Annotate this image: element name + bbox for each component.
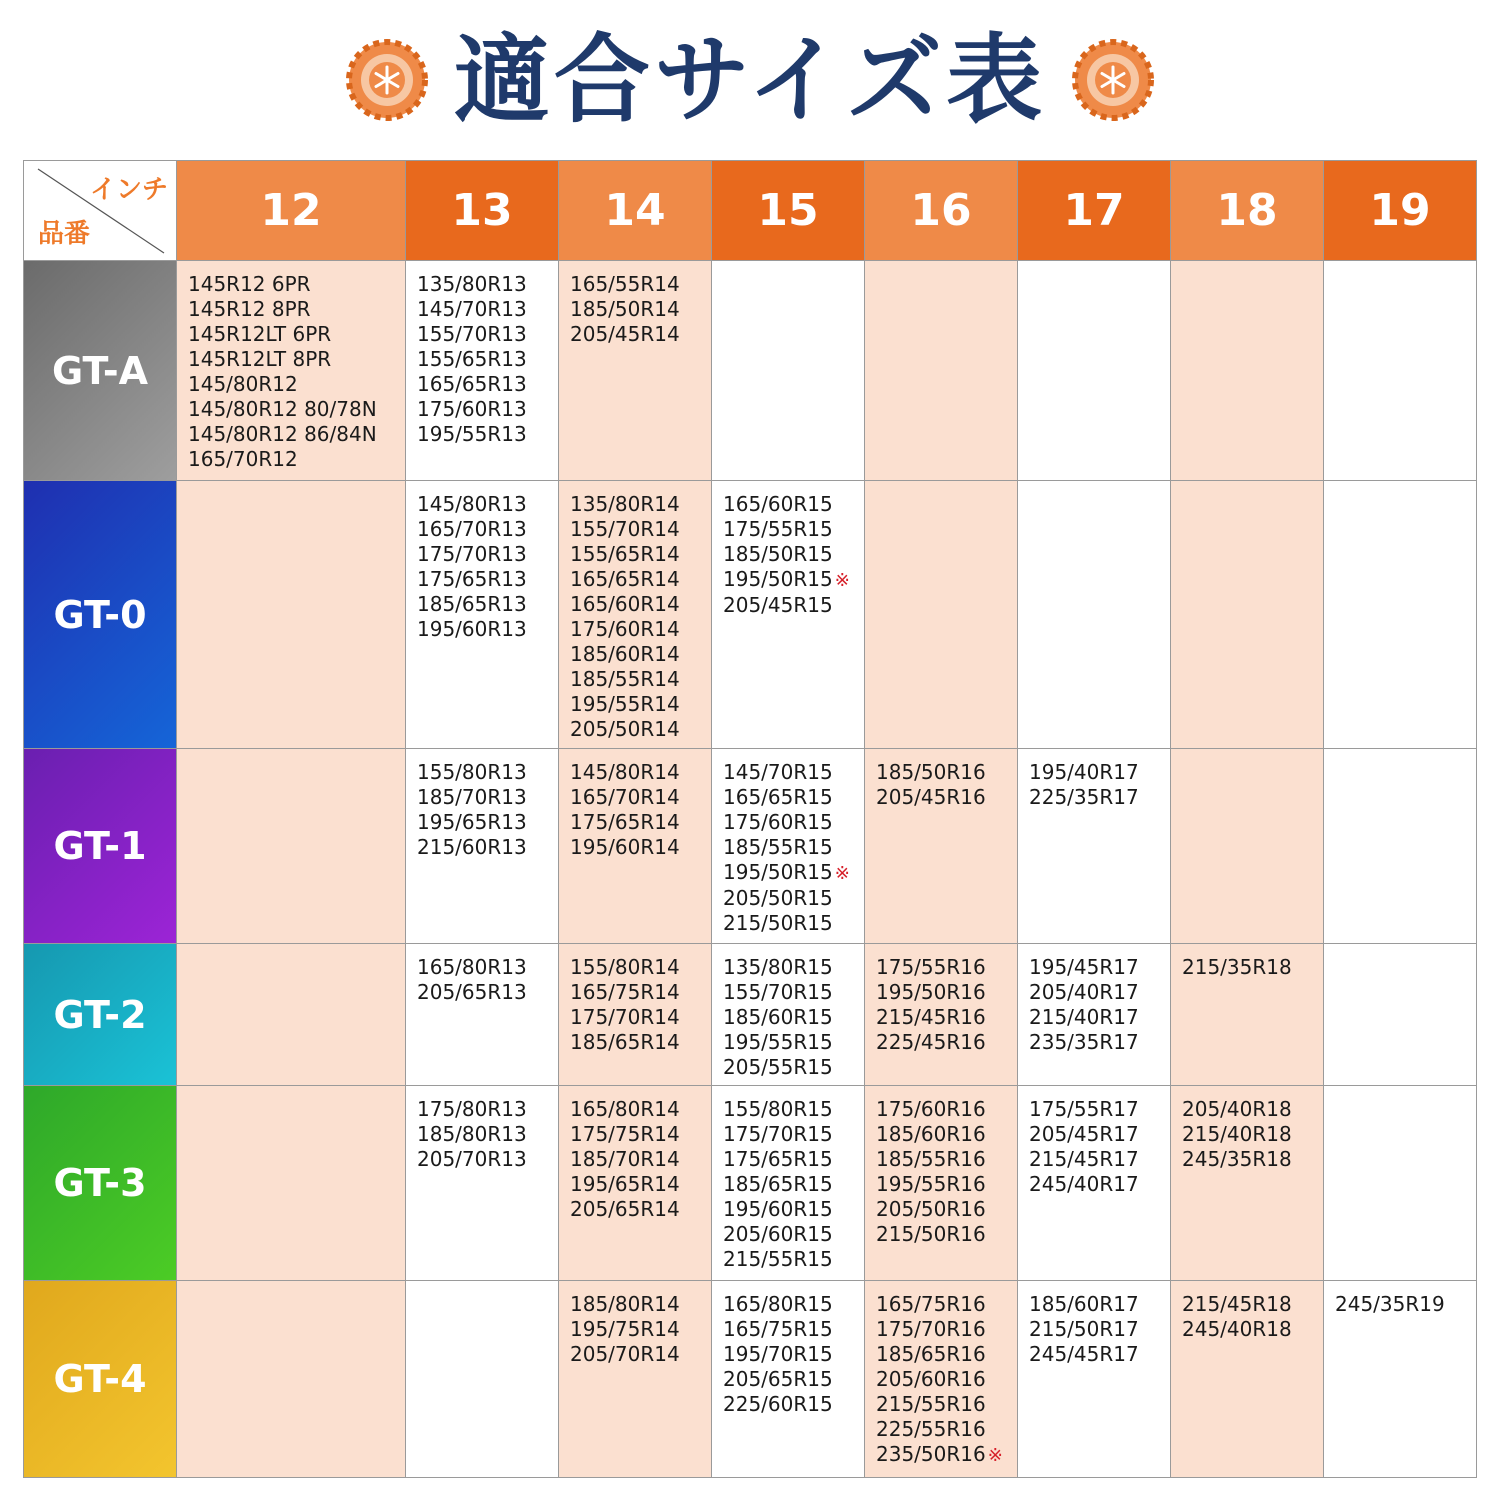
column-header-15: 15 bbox=[712, 161, 865, 261]
size-cell-gt-a-12 bbox=[177, 261, 406, 481]
tire-size: 205/60R16 bbox=[876, 1367, 986, 1391]
tire-size: 155/80R15 bbox=[723, 1097, 833, 1121]
note-mark: ※ bbox=[834, 863, 850, 884]
size-cell-gt-3-17 bbox=[1018, 1086, 1171, 1281]
tire-size: 225/60R15 bbox=[723, 1392, 833, 1416]
size-cell-gt-0-12 bbox=[177, 481, 406, 749]
tire-size: 185/55R16 bbox=[876, 1147, 986, 1171]
tire-size: 165/55R14 bbox=[570, 272, 680, 296]
tire-size: 205/40R17 bbox=[1029, 980, 1139, 1004]
size-cell-gt-1-15 bbox=[712, 749, 865, 944]
tire-size: 175/60R16 bbox=[876, 1097, 986, 1121]
corner-header bbox=[24, 161, 177, 261]
tire-size: 205/70R14 bbox=[570, 1342, 680, 1366]
tire-size: 195/55R16 bbox=[876, 1172, 986, 1196]
size-cell-gt-0-13 bbox=[406, 481, 559, 749]
tire-size: 185/50R16 bbox=[876, 760, 986, 784]
tire-size: 165/80R14 bbox=[570, 1097, 680, 1121]
tire-size: 175/60R15 bbox=[723, 810, 833, 834]
size-cell-gt-4-12 bbox=[177, 1281, 406, 1478]
tire-size: 215/45R17 bbox=[1029, 1147, 1139, 1171]
tire-size: 155/65R14 bbox=[570, 542, 680, 566]
size-cell-gt-0-17 bbox=[1018, 481, 1171, 749]
tire-size: 155/65R13 bbox=[417, 347, 527, 371]
size-cell-gt-0-19 bbox=[1324, 481, 1477, 749]
tire-size: 145/80R14 bbox=[570, 760, 680, 784]
size-cell-gt-3-13 bbox=[406, 1086, 559, 1281]
tire-size: 195/65R13 bbox=[417, 810, 527, 834]
tire-size: 205/65R14 bbox=[570, 1197, 680, 1221]
tire-size: 185/55R15 bbox=[723, 835, 833, 859]
tire-size: 195/75R14 bbox=[570, 1317, 680, 1341]
size-cell-gt-4-14 bbox=[559, 1281, 712, 1478]
tire-size: 165/70R12 bbox=[188, 447, 298, 471]
size-cell-gt-0-18 bbox=[1171, 481, 1324, 749]
tire-size: 185/60R16 bbox=[876, 1122, 986, 1146]
tire-size: 145/70R13 bbox=[417, 297, 527, 321]
tire-size: 205/45R16 bbox=[876, 785, 986, 809]
size-cell-gt-0-14 bbox=[559, 481, 712, 749]
tire-size: 215/50R16 bbox=[876, 1222, 986, 1246]
tire-size: 185/65R14 bbox=[570, 1030, 680, 1054]
size-cell-gt-1-12 bbox=[177, 749, 406, 944]
size-cell-gt-4-15 bbox=[712, 1281, 865, 1478]
tire-size: 175/70R15 bbox=[723, 1122, 833, 1146]
column-header-14: 14 bbox=[559, 161, 712, 261]
tire-size: 165/75R16 bbox=[876, 1292, 986, 1316]
tire-size: 185/80R13 bbox=[417, 1122, 527, 1146]
tire-size: 175/70R14 bbox=[570, 1005, 680, 1029]
tire-size: 165/65R14 bbox=[570, 567, 680, 591]
tire-size: 205/45R14 bbox=[570, 322, 680, 346]
tire-size: 235/50R16 ※ bbox=[876, 1442, 1003, 1466]
tire-size: 175/60R14 bbox=[570, 617, 680, 641]
size-cell-gt-3-19 bbox=[1324, 1086, 1477, 1281]
tire-size: 145R12LT 6PR bbox=[188, 322, 332, 346]
size-cell-gt-2-12 bbox=[177, 944, 406, 1086]
tire-size: 205/65R15 bbox=[723, 1367, 833, 1391]
model-label: 品番 bbox=[38, 219, 91, 249]
row-label-gt-3: GT-3 bbox=[24, 1086, 177, 1281]
row-label-gt-a: GT-A bbox=[24, 261, 177, 481]
tire-size: 145/80R12 86/84N bbox=[188, 422, 377, 446]
tire-size: 215/50R17 bbox=[1029, 1317, 1139, 1341]
tire-size: 215/40R18 bbox=[1182, 1122, 1292, 1146]
tire-size: 175/55R15 bbox=[723, 517, 833, 541]
note-mark: ※ bbox=[987, 1445, 1003, 1466]
tire-size: 145/80R13 bbox=[417, 492, 527, 516]
tire-size: 165/80R13 bbox=[417, 955, 527, 979]
tire-size: 245/35R18 bbox=[1182, 1147, 1292, 1171]
tire-size: 205/60R15 bbox=[723, 1222, 833, 1246]
size-cell-gt-2-17 bbox=[1018, 944, 1171, 1086]
tire-size: 215/50R15 bbox=[723, 911, 833, 935]
size-cell-gt-a-19 bbox=[1324, 261, 1477, 481]
size-cell-gt-4-16 bbox=[865, 1281, 1018, 1478]
tire-size: 145R12 8PR bbox=[188, 297, 311, 321]
row-label-gt-0: GT-0 bbox=[24, 481, 177, 749]
tire-size: 245/40R18 bbox=[1182, 1317, 1292, 1341]
size-cell-gt-2-14 bbox=[559, 944, 712, 1086]
tire-size: 215/45R16 bbox=[876, 1005, 986, 1029]
column-header-13: 13 bbox=[406, 161, 559, 261]
row-label-gt-2: GT-2 bbox=[24, 944, 177, 1086]
tire-size: 215/40R17 bbox=[1029, 1005, 1139, 1029]
tire-size: 165/60R14 bbox=[570, 592, 680, 616]
tire-size: 145/70R15 bbox=[723, 760, 833, 784]
tire-size: 225/55R16 bbox=[876, 1417, 986, 1441]
tire-size: 225/35R17 bbox=[1029, 785, 1139, 809]
tire-size: 205/65R13 bbox=[417, 980, 527, 1004]
tire-size: 135/80R15 bbox=[723, 955, 833, 979]
size-cell-gt-1-18 bbox=[1171, 749, 1324, 944]
tire-size: 175/65R15 bbox=[723, 1147, 833, 1171]
note-mark: ※ bbox=[834, 570, 850, 591]
size-cell-gt-0-16 bbox=[865, 481, 1018, 749]
tire-size: 145R12 6PR bbox=[188, 272, 311, 296]
tire-size: 175/70R13 bbox=[417, 542, 527, 566]
tire-size: 165/70R13 bbox=[417, 517, 527, 541]
tire-size: 245/40R17 bbox=[1029, 1172, 1139, 1196]
tire-size: 185/55R14 bbox=[570, 667, 680, 691]
size-cell-gt-1-19 bbox=[1324, 749, 1477, 944]
tire-size: 195/55R13 bbox=[417, 422, 527, 446]
tire-size: 165/75R15 bbox=[723, 1317, 833, 1341]
tire-size: 185/50R14 bbox=[570, 297, 680, 321]
tire-size: 195/60R13 bbox=[417, 617, 527, 641]
tire-size: 185/65R15 bbox=[723, 1172, 833, 1196]
tire-size: 165/70R14 bbox=[570, 785, 680, 809]
tire-size: 185/60R17 bbox=[1029, 1292, 1139, 1316]
tire-size: 185/70R13 bbox=[417, 785, 527, 809]
column-header-12: 12 bbox=[177, 161, 406, 261]
tire-size: 225/45R16 bbox=[876, 1030, 986, 1054]
size-cell-gt-2-16 bbox=[865, 944, 1018, 1086]
tire-size: 165/80R15 bbox=[723, 1292, 833, 1316]
tire-size: 155/80R13 bbox=[417, 760, 527, 784]
tire-size: 175/65R14 bbox=[570, 810, 680, 834]
tire-size: 205/50R16 bbox=[876, 1197, 986, 1221]
tire-size: 185/80R14 bbox=[570, 1292, 680, 1316]
tire-size: 195/50R16 bbox=[876, 980, 986, 1004]
tire-size: 175/60R13 bbox=[417, 397, 527, 421]
tire-size: 215/45R18 bbox=[1182, 1292, 1292, 1316]
size-cell-gt-a-18 bbox=[1171, 261, 1324, 481]
tire-size: 155/80R14 bbox=[570, 955, 680, 979]
tire-size: 165/65R13 bbox=[417, 372, 527, 396]
tire-size: 215/55R16 bbox=[876, 1392, 986, 1416]
size-cell-gt-0-15 bbox=[712, 481, 865, 749]
size-cell-gt-4-13 bbox=[406, 1281, 559, 1478]
size-cell-gt-a-13 bbox=[406, 261, 559, 481]
size-cell-gt-3-15 bbox=[712, 1086, 865, 1281]
page-title: 適合サイズ表 bbox=[453, 24, 1047, 136]
tire-size: 175/65R13 bbox=[417, 567, 527, 591]
title-bar bbox=[0, 20, 1500, 140]
tire-size: 195/55R15 bbox=[723, 1030, 833, 1054]
column-header-17: 17 bbox=[1018, 161, 1171, 261]
tire-size: 215/60R13 bbox=[417, 835, 527, 859]
column-header-18: 18 bbox=[1171, 161, 1324, 261]
size-cell-gt-3-14 bbox=[559, 1086, 712, 1281]
tire-size: 165/75R14 bbox=[570, 980, 680, 1004]
tire-size: 185/65R13 bbox=[417, 592, 527, 616]
size-cell-gt-4-18 bbox=[1171, 1281, 1324, 1478]
tire-size: 155/70R13 bbox=[417, 322, 527, 346]
tire-size: 145/80R12 bbox=[188, 372, 298, 396]
tire-size: 175/55R16 bbox=[876, 955, 986, 979]
size-cell-gt-2-13 bbox=[406, 944, 559, 1086]
tire-size: 165/60R15 bbox=[723, 492, 833, 516]
tire-size: 145R12LT 8PR bbox=[188, 347, 332, 371]
tire-size: 175/80R13 bbox=[417, 1097, 527, 1121]
size-cell-gt-1-17 bbox=[1018, 749, 1171, 944]
tire-size: 215/35R18 bbox=[1182, 955, 1292, 979]
tire-size: 245/35R19 bbox=[1335, 1292, 1445, 1316]
row-label-gt-4: GT-4 bbox=[24, 1281, 177, 1478]
column-header-16: 16 bbox=[865, 161, 1018, 261]
tire-size: 195/45R17 bbox=[1029, 955, 1139, 979]
tire-size: 185/60R15 bbox=[723, 1005, 833, 1029]
tire-size: 195/40R17 bbox=[1029, 760, 1139, 784]
tire-size: 205/45R15 bbox=[723, 593, 833, 617]
tire-size: 195/50R15 ※ bbox=[723, 567, 850, 591]
tire-size: 195/65R14 bbox=[570, 1172, 680, 1196]
tire-size: 195/50R15 ※ bbox=[723, 860, 850, 884]
tire-size: 205/40R18 bbox=[1182, 1097, 1292, 1121]
tire-size: 185/60R14 bbox=[570, 642, 680, 666]
size-cell-gt-1-13 bbox=[406, 749, 559, 944]
tire-size: 175/55R17 bbox=[1029, 1097, 1139, 1121]
tire-size: 205/50R15 bbox=[723, 886, 833, 910]
row-label-gt-1: GT-1 bbox=[24, 749, 177, 944]
tire-size: 165/65R15 bbox=[723, 785, 833, 809]
snow-tire-icon-left bbox=[346, 39, 428, 121]
tire-size: 185/50R15 bbox=[723, 542, 833, 566]
tire-size: 205/45R17 bbox=[1029, 1122, 1139, 1146]
tire-size: 135/80R13 bbox=[417, 272, 527, 296]
tire-size: 155/70R15 bbox=[723, 980, 833, 1004]
tire-size: 205/70R13 bbox=[417, 1147, 527, 1171]
tire-size: 205/50R14 bbox=[570, 717, 680, 741]
tire-size: 195/55R14 bbox=[570, 692, 680, 716]
size-cell-gt-a-17 bbox=[1018, 261, 1171, 481]
size-cell-gt-a-15 bbox=[712, 261, 865, 481]
tire-size: 195/60R15 bbox=[723, 1197, 833, 1221]
inch-label: インチ bbox=[89, 175, 168, 205]
size-cell-gt-2-19 bbox=[1324, 944, 1477, 1086]
tire-size: 155/70R14 bbox=[570, 517, 680, 541]
size-cell-gt-a-16 bbox=[865, 261, 1018, 481]
size-cell-gt-1-16 bbox=[865, 749, 1018, 944]
tire-size: 175/70R16 bbox=[876, 1317, 986, 1341]
size-cell-gt-1-14 bbox=[559, 749, 712, 944]
size-cell-gt-3-16 bbox=[865, 1086, 1018, 1281]
tire-size: 185/70R14 bbox=[570, 1147, 680, 1171]
size-cell-gt-2-15 bbox=[712, 944, 865, 1086]
tire-size: 135/80R14 bbox=[570, 492, 680, 516]
tire-size: 175/75R14 bbox=[570, 1122, 680, 1146]
snow-tire-icon-right bbox=[1072, 39, 1154, 121]
size-cell-gt-a-14 bbox=[559, 261, 712, 481]
tire-size: 195/70R15 bbox=[723, 1342, 833, 1366]
size-cell-gt-3-12 bbox=[177, 1086, 406, 1281]
size-cell-gt-4-19 bbox=[1324, 1281, 1477, 1478]
tire-size: 195/60R14 bbox=[570, 835, 680, 859]
tire-size: 185/65R16 bbox=[876, 1342, 986, 1366]
tire-size: 235/35R17 bbox=[1029, 1030, 1139, 1054]
tire-size: 215/55R15 bbox=[723, 1247, 833, 1271]
size-cell-gt-2-18 bbox=[1171, 944, 1324, 1086]
tire-size: 245/45R17 bbox=[1029, 1342, 1139, 1366]
column-header-19: 19 bbox=[1324, 161, 1477, 261]
size-table bbox=[23, 160, 1477, 1478]
tire-size: 205/55R15 bbox=[723, 1055, 833, 1079]
tire-size: 145/80R12 80/78N bbox=[188, 397, 377, 421]
size-cell-gt-4-17 bbox=[1018, 1281, 1171, 1478]
size-cell-gt-3-18 bbox=[1171, 1086, 1324, 1281]
